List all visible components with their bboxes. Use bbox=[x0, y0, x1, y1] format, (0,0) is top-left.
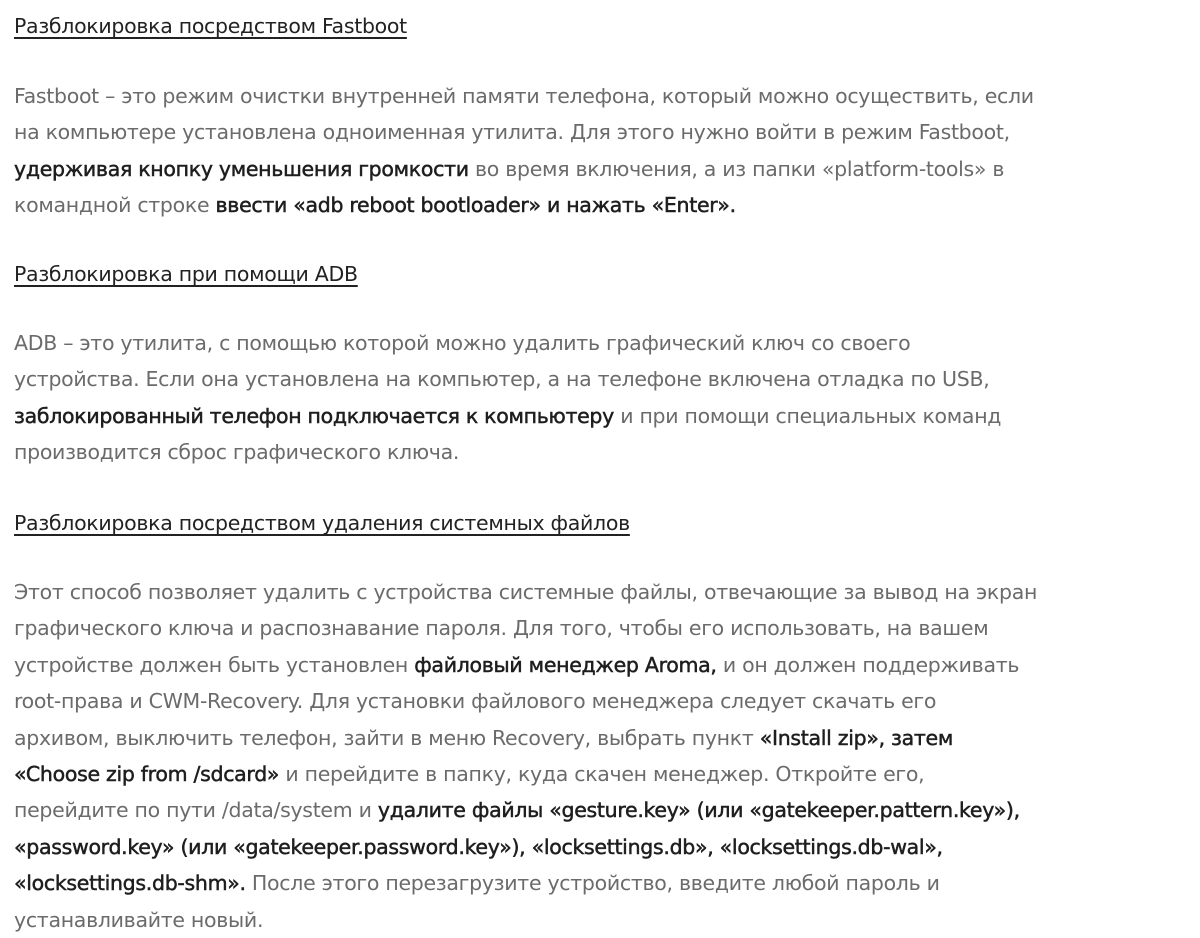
bold-text: удерживая кнопку уменьшения громкости bbox=[14, 156, 469, 181]
text-segment: командной строке bbox=[14, 193, 216, 218]
text-segment: графического ключа и распознавание пароля. Для того, чтобы его использовать, на вашем bbox=[14, 616, 989, 641]
text-line bbox=[14, 434, 1184, 470]
text-segment: root-права и CWM-Recovery. Для установки файлового менеджера следует скачать его bbox=[14, 689, 937, 714]
heading-adb: Разблокировка при помощи ADB bbox=[14, 262, 358, 286]
text-line bbox=[14, 647, 1184, 683]
text-segment: Fastboot – это режим очистки внутренней памяти телефона, который можно осуществить, если bbox=[14, 84, 1034, 108]
text-segment: устройстве должен быть установлен bbox=[14, 652, 415, 677]
text-segment: архивом, выключить телефон, зайти в меню Recovery, выбрать пункт bbox=[14, 725, 760, 750]
text-segment: После этого перезагрузите устройство, введите любой пароль и bbox=[245, 871, 940, 896]
text-line bbox=[14, 398, 1184, 434]
text-line bbox=[14, 151, 1184, 187]
text-line bbox=[14, 610, 1184, 646]
text-segment: ADB – это утилита, с помощью которой можно удалить графический ключ со своего bbox=[14, 331, 911, 355]
text-line bbox=[14, 865, 1184, 901]
text-line bbox=[14, 78, 1184, 114]
text-line bbox=[14, 683, 1184, 719]
paragraph-system-files bbox=[14, 574, 1184, 938]
text-segment: во время включения, а из папки «platform-tools» в bbox=[468, 156, 1005, 181]
text-segment: устанавливайте новый. bbox=[14, 907, 264, 932]
bold-text: удалите файлы «gesture.key» (или «gatekeeper.pattern.key»), bbox=[377, 798, 1020, 823]
text-segment: на компьютере установлена одноименная утилита. Для этого нужно войти в режим Fastboot, bbox=[14, 120, 1010, 145]
text-line bbox=[14, 756, 1184, 792]
text-line bbox=[14, 361, 1184, 397]
text-line bbox=[14, 720, 1184, 756]
text-line bbox=[14, 114, 1184, 150]
text-segment: производится сброс графического ключа. bbox=[14, 440, 460, 465]
bold-text: «locksettings.db-shm». bbox=[14, 871, 246, 896]
text-segment: перейдите по пути /data/system и bbox=[14, 798, 378, 823]
paragraph-adb bbox=[14, 325, 1184, 471]
bold-text: «Install zip», затем bbox=[759, 725, 954, 750]
bold-text: «password.key» (или «gatekeeper.password.key»), «locksettings.db», «locksettings.db-wal», bbox=[14, 834, 943, 859]
text-line bbox=[14, 829, 1184, 865]
text-segment: устройства. Если она установлена на компьютер, а на телефоне включена отладка по USB, bbox=[14, 367, 990, 392]
heading-fastboot: Разблокировка посредством Fastboot bbox=[14, 14, 407, 38]
text-segment: и перейдите в папку, куда скачен менеджер. Откройте его, bbox=[279, 761, 925, 786]
text-line bbox=[14, 574, 1184, 610]
bold-text: заблокированный телефон подключается к компьютеру bbox=[14, 403, 614, 428]
text-line bbox=[14, 902, 1184, 938]
heading-system-files: Разблокировка посредством удаления системных файлов bbox=[14, 511, 630, 535]
bold-text: файловый менеджер Aroma, bbox=[414, 652, 717, 677]
text-line bbox=[14, 792, 1184, 828]
text-line bbox=[14, 187, 1184, 223]
bold-text: «Choose zip from /sdcard» bbox=[14, 761, 280, 786]
bold-text: ввести «adb reboot bootloader» и нажать «Enter». bbox=[215, 193, 736, 218]
paragraph-fastboot bbox=[14, 78, 1184, 224]
text-segment: и при помощи специальных команд bbox=[613, 403, 1002, 428]
text-line bbox=[14, 325, 1184, 361]
text-segment: Этот способ позволяет удалить с устройства системные файлы, отвечающие за вывод на экран bbox=[14, 580, 1038, 604]
text-segment: и он должен поддерживать bbox=[716, 652, 1020, 677]
